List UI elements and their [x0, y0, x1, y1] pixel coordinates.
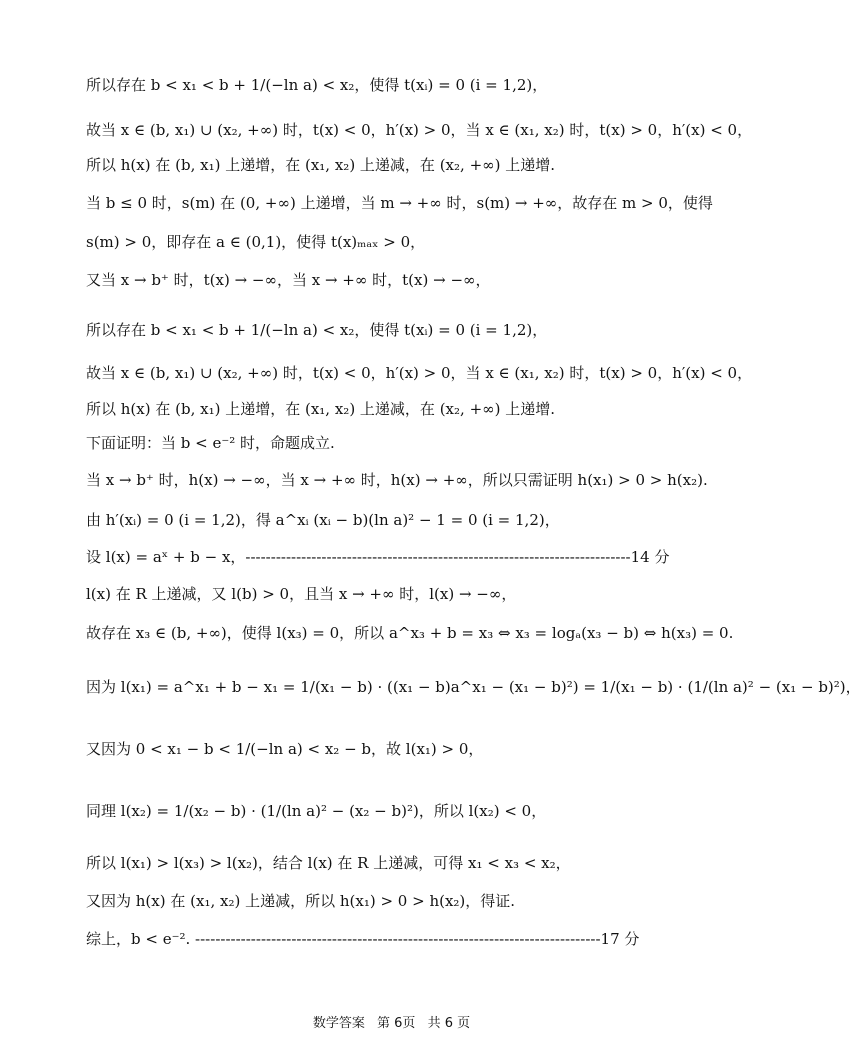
text-line: 下面证明：当 b < e⁻² 时，命题成立. — [86, 434, 335, 452]
text-line: 又因为 h(x) 在 (x₁, x₂) 上递减，所以 h(x₁) > 0 > h(x₂)，得证. — [86, 892, 516, 910]
text-line: 故当 x ∈ (b, x₁) ∪ (x₂, +∞) 时，t(x) < 0，h′(x) > 0，当 x ∈ (x₁, x₂) 时，t(x) > 0，h′(x) < 0， — [86, 121, 753, 139]
text-line: s(m) > 0，即存在 a ∈ (0,1)，使得 t(x)ₘₐₓ > 0， — [86, 233, 426, 251]
text-line: 所以 h(x) 在 (b, x₁) 上递增，在 (x₁, x₂) 上递减，在 (x₂, +∞) 上递增. — [86, 156, 556, 174]
text-line: 综上，b < e⁻². --------------------------------------------------------------------------------17 分 — [86, 930, 640, 948]
text-line: 所以 h(x) 在 (b, x₁) 上递增，在 (x₁, x₂) 上递减，在 (x₂, +∞) 上递增. — [86, 400, 556, 418]
text-line: 所以 l(x₁) > l(x₃) > l(x₂)，结合 l(x) 在 R 上递减，可得 x₁ < x₃ < x₂， — [86, 854, 571, 872]
text-line: 由 h′(xᵢ) = 0 (i = 1,2)，得 a^xᵢ (xᵢ − b)(ln a)² − 1 = 0 (i = 1,2)， — [86, 511, 560, 529]
text-line: 所以存在 b < x₁ < b + 1/(−ln a) < x₂，使得 t(xᵢ) = 0 (i = 1,2)， — [86, 76, 548, 94]
footer-subject: 数学答案 — [312, 1016, 365, 1031]
text-line: 当 x → b⁺ 时，h(x) → −∞，当 x → +∞ 时，h(x) → +∞，所以只需证明 h(x₁) > 0 > h(x₂). — [86, 471, 708, 489]
text-line: 所以存在 b < x₁ < b + 1/(−ln a) < x₂，使得 t(xᵢ) = 0 (i = 1,2)， — [86, 321, 548, 339]
text-line: 当 b ≤ 0 时，s(m) 在 (0, +∞) 上递增，当 m → +∞ 时，s(m) → +∞，故存在 m > 0，使得 — [86, 194, 713, 212]
text-line: 故存在 x₃ ∈ (b, +∞)，使得 l(x₃) = 0，所以 a^x₃ + b = x₃ ⇔ x₃ = logₐ(x₃ − b) ⇔ h(x₃) = 0. — [86, 624, 734, 642]
footer-total-pages: 共 6 页 — [427, 1016, 471, 1031]
text-line: 因为 l(x₁) = a^x₁ + b − x₁ = 1/(x₁ − b) · ((x₁ − b)a^x₁ − (x₁ − b)²) = 1/(x₁ − b) · (1/(ln a)² − (x₁ − b)²)， — [86, 678, 861, 696]
text-line: 设 l(x) = aˣ + b − x，----------------------------------------------------------------------------14 分 — [86, 548, 670, 566]
text-line: 又当 x → b⁺ 时，t(x) → −∞，当 x → +∞ 时，t(x) → −∞， — [86, 271, 491, 289]
text-line: 同理 l(x₂) = 1/(x₂ − b) · (1/(ln a)² − (x₂ − b)²)，所以 l(x₂) < 0， — [86, 802, 547, 820]
text-line: l(x) 在 R 上递减，又 l(b) > 0，且当 x → +∞ 时，l(x) → −∞， — [86, 585, 517, 603]
footer-page-number: 第 6页 — [377, 1016, 416, 1031]
text-line: 故当 x ∈ (b, x₁) ∪ (x₂, +∞) 时，t(x) < 0，h′(x) > 0，当 x ∈ (x₁, x₂) 时，t(x) > 0，h′(x) < 0， — [86, 364, 753, 382]
page-footer — [0, 1012, 783, 1031]
text-line: 又因为 0 < x₁ − b < 1/(−ln a) < x₂ − b，故 l(x₁) > 0， — [86, 740, 484, 758]
